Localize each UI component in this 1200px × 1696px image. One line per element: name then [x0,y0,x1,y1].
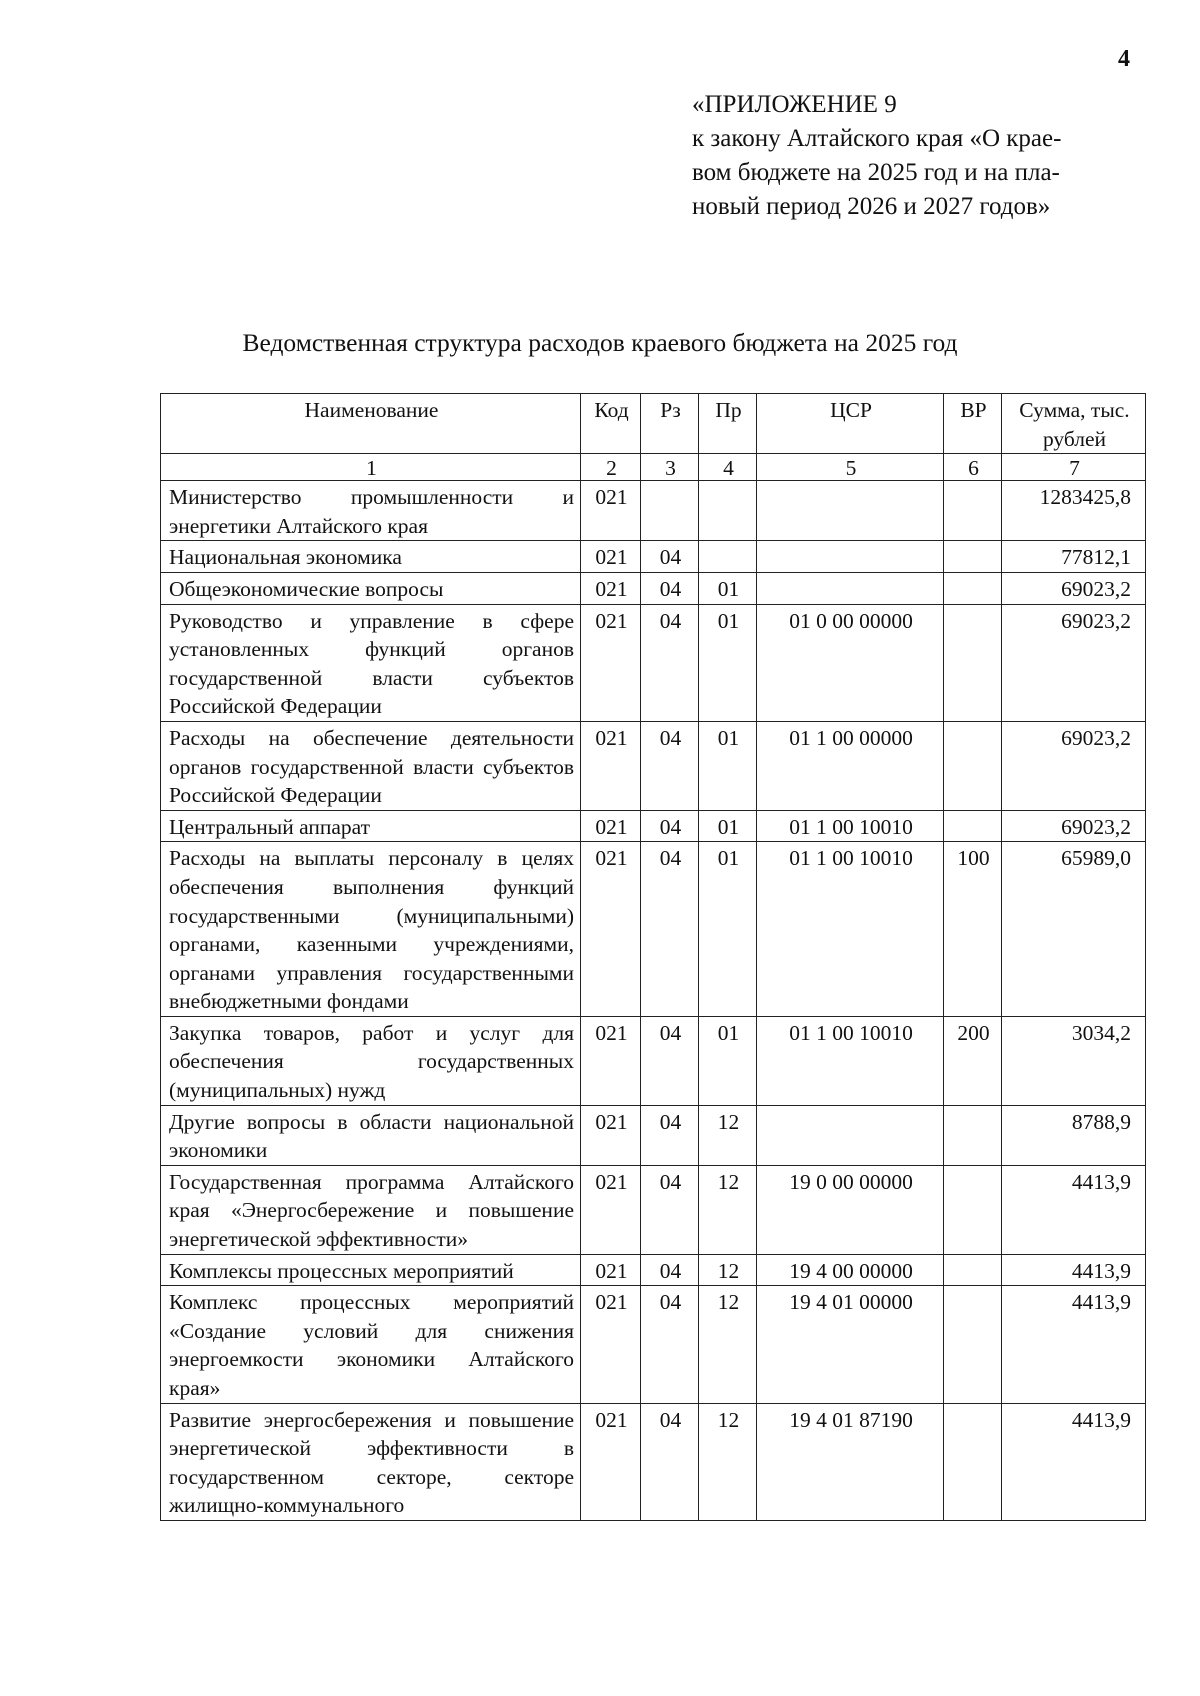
cell-pr [699,481,757,541]
cell-vr [944,541,1002,573]
cell-kod: 021 [581,604,641,721]
cell-vr [944,1286,1002,1403]
cell-sum: 69023,2 [1002,604,1146,721]
cell-csr: 19 4 00 00000 [757,1254,944,1286]
table-header-row [161,394,1146,454]
cell-pr: 12 [699,1165,757,1254]
cell-csr: 19 4 01 87190 [757,1403,944,1520]
cell-pr [699,541,757,573]
cell-csr: 19 0 00 00000 [757,1165,944,1254]
table-row [161,810,1146,842]
cell-sum: 69023,2 [1002,810,1146,842]
cell-rz: 04 [641,1286,699,1403]
header-pr: Пр [699,394,757,454]
cell-rz: 04 [641,572,699,604]
column-number: 7 [1002,454,1146,481]
cell-kod: 021 [581,572,641,604]
cell-csr: 19 4 01 00000 [757,1286,944,1403]
cell-rz: 04 [641,1105,699,1165]
table-row [161,572,1146,604]
cell-sum: 65989,0 [1002,842,1146,1017]
cell-vr [944,1105,1002,1165]
table-row [161,1403,1146,1520]
cell-csr: 01 1 00 00000 [757,721,944,810]
cell-pr: 01 [699,810,757,842]
cell-vr [944,810,1002,842]
cell-csr [757,572,944,604]
column-number: 6 [944,454,1002,481]
cell-vr: 100 [944,842,1002,1017]
cell-rz: 04 [641,842,699,1017]
cell-sum: 4413,9 [1002,1286,1146,1403]
cell-rz: 04 [641,1016,699,1105]
cell-rz: 04 [641,541,699,573]
table-row [161,481,1146,541]
header-vr: ВР [944,394,1002,454]
budget-table [160,393,1146,1521]
cell-name: Министерство промышленности и энергетики Алтайского края [161,481,581,541]
cell-pr: 12 [699,1286,757,1403]
cell-rz: 04 [641,721,699,810]
appendix-line: «ПРИЛОЖЕНИЕ 9 [692,91,897,118]
cell-sum: 8788,9 [1002,1105,1146,1165]
cell-pr: 01 [699,604,757,721]
appendix-header [692,88,1152,224]
cell-pr: 01 [699,1016,757,1105]
cell-vr [944,1165,1002,1254]
column-number: 4 [699,454,757,481]
cell-csr [757,1105,944,1165]
cell-vr [944,572,1002,604]
cell-vr [944,721,1002,810]
cell-vr: 200 [944,1016,1002,1105]
cell-kod: 021 [581,1016,641,1105]
cell-sum: 1283425,8 [1002,481,1146,541]
table-row [161,1016,1146,1105]
header-sum: Сумма, тыс. рублей [1002,394,1146,454]
cell-name: Комплексы процессных мероприятий [161,1254,581,1286]
appendix-line: вом бюджете на 2025 год и на пла- [692,159,1060,186]
cell-pr: 12 [699,1105,757,1165]
cell-sum: 69023,2 [1002,721,1146,810]
cell-sum: 4413,9 [1002,1254,1146,1286]
cell-csr [757,481,944,541]
cell-kod: 021 [581,1105,641,1165]
cell-vr [944,481,1002,541]
cell-sum: 4413,9 [1002,1403,1146,1520]
cell-csr: 01 1 00 10010 [757,842,944,1017]
cell-vr [944,604,1002,721]
cell-pr: 01 [699,721,757,810]
cell-rz [641,481,699,541]
cell-kod: 021 [581,842,641,1017]
cell-rz: 04 [641,810,699,842]
cell-kod: 021 [581,1254,641,1286]
page-number: 4 [1118,46,1130,72]
cell-kod: 021 [581,1286,641,1403]
table-row [161,1254,1146,1286]
cell-pr: 12 [699,1403,757,1520]
cell-kod: 021 [581,721,641,810]
cell-kod: 021 [581,1165,641,1254]
cell-vr [944,1403,1002,1520]
document-title: Ведомственная структура расходов краевого бюджета на 2025 год [242,328,958,357]
column-number: 5 [757,454,944,481]
table-row [161,842,1146,1017]
cell-rz: 04 [641,1403,699,1520]
cell-sum: 69023,2 [1002,572,1146,604]
cell-rz: 04 [641,1254,699,1286]
column-number: 2 [581,454,641,481]
column-number: 3 [641,454,699,481]
cell-name: Расходы на обеспечение деятельности органов государственной власти субъектов Российской Федерации [161,721,581,810]
cell-sum: 4413,9 [1002,1165,1146,1254]
cell-kod: 021 [581,541,641,573]
cell-name: Государственная программа Алтайского края «Энергосбережение и повышение энергетической эффективности» [161,1165,581,1254]
cell-name: Национальная экономика [161,541,581,573]
cell-name: Комплекс процессных мероприятий «Создание условий для снижения энергоемкости экономики Алтайского края» [161,1286,581,1403]
cell-sum: 77812,1 [1002,541,1146,573]
table-row [161,1105,1146,1165]
header-rz: Рз [641,394,699,454]
column-number-row [161,454,1146,481]
cell-name: Закупка товаров, работ и услуг для обеспечения государственных (муниципальных) нужд [161,1016,581,1105]
cell-csr: 01 1 00 10010 [757,1016,944,1105]
cell-name: Другие вопросы в области национальной экономики [161,1105,581,1165]
table-row [161,1286,1146,1403]
cell-sum: 3034,2 [1002,1016,1146,1105]
cell-csr [757,541,944,573]
table-row [161,721,1146,810]
appendix-line: к закону Алтайского края «О крае- [692,125,1062,152]
cell-rz: 04 [641,1165,699,1254]
cell-vr [944,1254,1002,1286]
header-csr: ЦСР [757,394,944,454]
cell-name: Центральный аппарат [161,810,581,842]
table-row [161,604,1146,721]
cell-name: Расходы на выплаты персоналу в целях обеспечения выполнения функций государственными (муниципальными) органами, казенными учреждениями, органами управления государственными внебюджетными фондами [161,842,581,1017]
cell-kod: 021 [581,481,641,541]
cell-name: Руководство и управление в сфере установленных функций органов государственной власти субъектов Российской Федерации [161,604,581,721]
cell-csr: 01 1 00 10010 [757,810,944,842]
cell-pr: 01 [699,572,757,604]
cell-csr: 01 0 00 00000 [757,604,944,721]
header-name: Наименование [161,394,581,454]
cell-kod: 021 [581,810,641,842]
column-number: 1 [161,454,581,481]
table-row [161,541,1146,573]
header-kod: Код [581,394,641,454]
table-row [161,1165,1146,1254]
cell-pr: 01 [699,842,757,1017]
cell-name: Общеэкономические вопросы [161,572,581,604]
cell-pr: 12 [699,1254,757,1286]
cell-kod: 021 [581,1403,641,1520]
appendix-line: новый период 2026 и 2027 годов» [692,193,1051,220]
cell-rz: 04 [641,604,699,721]
cell-name: Развитие энергосбережения и повышение энергетической эффективности в государственном секторе, секторе жилищно-коммунального [161,1403,581,1520]
